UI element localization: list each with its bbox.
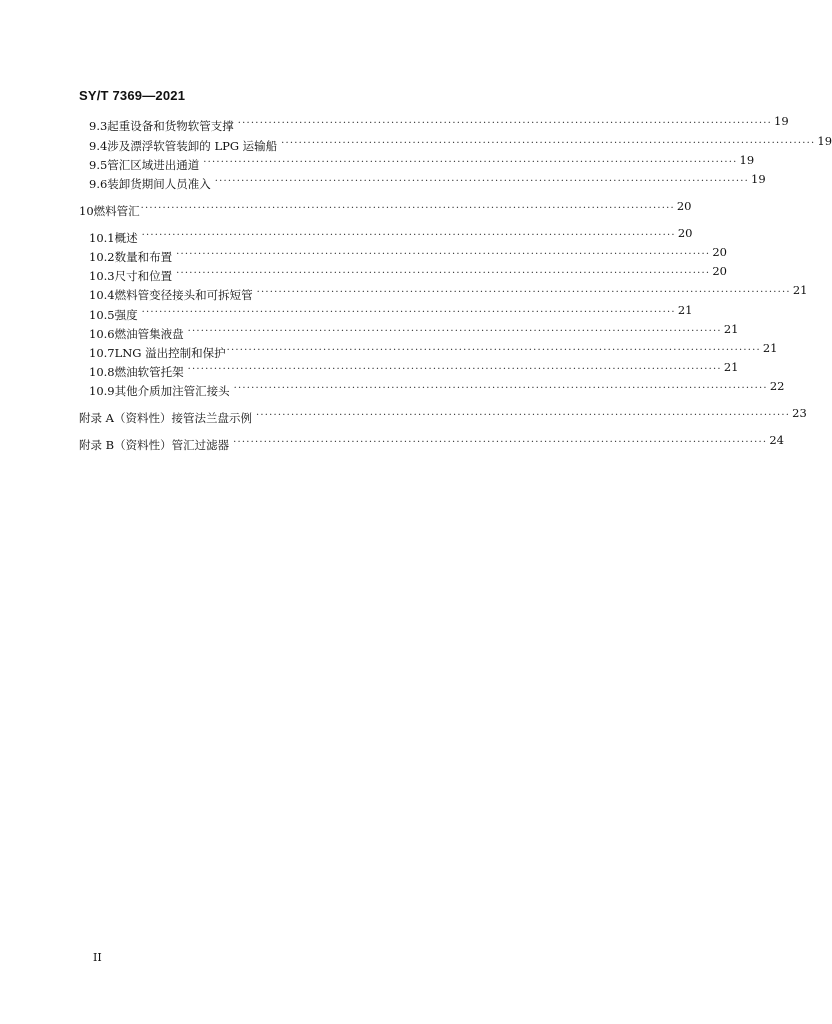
standard-code-header: SY/T 7369—2021 bbox=[79, 88, 186, 103]
toc-leader-dots: ·························································································································· bbox=[233, 437, 768, 448]
toc-entry-10-3[interactable] bbox=[89, 264, 727, 284]
toc-entry-number: 10.1 bbox=[89, 231, 115, 245]
toc-entry-10-1[interactable] bbox=[89, 226, 693, 246]
toc-entry-page: 22 bbox=[769, 379, 785, 393]
toc-entry-10-5[interactable] bbox=[89, 303, 693, 323]
toc-entry-page: 21 bbox=[792, 283, 808, 297]
toc-entry-number: 10.6 bbox=[89, 327, 115, 341]
toc-entry-title: 其他介质加注管汇接头 bbox=[114, 384, 230, 398]
toc-leader-dots: ·························································································································· bbox=[214, 176, 749, 187]
toc-entry-number: 10.3 bbox=[89, 269, 115, 283]
toc-entry-number: 9.5 bbox=[89, 158, 108, 172]
toc-leader-dots: ·························································································································· bbox=[187, 326, 722, 337]
toc-leader-dots: ·························································································································· bbox=[141, 307, 676, 318]
toc-entry-10-7[interactable] bbox=[89, 341, 778, 361]
toc-entry-number: 9.4 bbox=[89, 139, 108, 153]
toc-entry-number: 10 bbox=[79, 204, 94, 218]
toc-entry-chapter-10[interactable] bbox=[79, 199, 692, 219]
toc-entry-page: 23 bbox=[792, 406, 807, 420]
toc-entry-page: 21 bbox=[762, 341, 778, 355]
toc-leader-dots: ·························································································································· bbox=[141, 230, 676, 241]
toc-entry-number: 10.9 bbox=[89, 384, 115, 398]
toc-entry-9-3[interactable] bbox=[89, 114, 789, 134]
toc-entry-number: 附录 A（资料性） bbox=[79, 411, 172, 425]
toc-entry-page: 19 bbox=[774, 114, 789, 128]
toc-entry-title: LNG 溢出控制和保护 bbox=[114, 346, 226, 360]
toc-entry-title: 尺寸和位置 bbox=[114, 269, 173, 283]
toc-entry-10-8[interactable] bbox=[89, 360, 739, 380]
toc-entry-number: 附录 B（资料性） bbox=[79, 438, 172, 452]
toc-entry-title: 起重设备和货物软管支撑 bbox=[107, 119, 234, 133]
toc-entry-number: 10.5 bbox=[89, 308, 115, 322]
toc-leader-dots: ·························································································································· bbox=[140, 203, 675, 214]
toc-entry-10-6[interactable] bbox=[89, 322, 739, 342]
toc-entry-title: 数量和布置 bbox=[114, 250, 173, 264]
toc-leader-dots: ·························································································································· bbox=[256, 287, 791, 298]
toc-entry-title: 燃料管变径接头和可拆短管 bbox=[114, 288, 253, 302]
toc-entry-title: 燃油管集液盘 bbox=[114, 327, 184, 341]
toc-leader-dots: ·························································································································· bbox=[255, 410, 791, 421]
toc-entry-page: 21 bbox=[677, 303, 693, 317]
toc-entry-number: 10.8 bbox=[89, 365, 115, 379]
toc-entry-number: 9.6 bbox=[89, 177, 108, 191]
toc-entry-page: 24 bbox=[769, 433, 784, 447]
toc-leader-dots: ·························································································································· bbox=[176, 249, 711, 260]
toc-entry-appendix-a[interactable] bbox=[79, 406, 807, 426]
toc-entry-title: 管汇区域进出通道 bbox=[107, 158, 200, 172]
toc-entry-title: 概述 bbox=[114, 231, 138, 245]
toc-entry-title: 管汇过滤器 bbox=[171, 438, 230, 452]
toc-entry-10-2[interactable] bbox=[89, 245, 727, 265]
toc-leader-dots: ·························································································································· bbox=[281, 138, 816, 149]
toc-entry-page: 19 bbox=[739, 153, 755, 167]
toc-entry-page: 20 bbox=[676, 199, 692, 213]
toc-entry-10-9[interactable] bbox=[89, 379, 785, 399]
toc-entry-page: 20 bbox=[712, 264, 727, 278]
toc-leader-dots: ·························································································································· bbox=[233, 383, 768, 394]
toc-entry-page: 21 bbox=[723, 322, 739, 336]
toc-leader-dots: ·························································································································· bbox=[226, 345, 761, 356]
toc-entry-page: 19 bbox=[751, 172, 766, 186]
toc-entry-9-6[interactable] bbox=[89, 172, 766, 192]
toc-entry-title: 涉及漂浮软管装卸的 LPG 运输船 bbox=[107, 139, 278, 153]
toc-entry-number: 10.2 bbox=[89, 250, 115, 264]
toc-entry-title: 强度 bbox=[114, 308, 138, 322]
toc-entry-10-4[interactable] bbox=[89, 283, 808, 303]
toc-entry-title: 燃料管汇 bbox=[93, 204, 140, 218]
toc-leader-dots: ·························································································································· bbox=[176, 268, 711, 279]
toc-entry-9-4[interactable] bbox=[89, 134, 832, 154]
toc-leader-dots: ·························································································································· bbox=[203, 157, 738, 168]
toc-entry-number: 9.3 bbox=[89, 119, 108, 133]
toc-entry-appendix-b[interactable] bbox=[79, 433, 784, 453]
toc-entry-page: 20 bbox=[712, 245, 727, 259]
toc-entry-title: 装卸货期间人员准入 bbox=[107, 177, 211, 191]
toc-entry-number: 10.4 bbox=[89, 288, 115, 302]
toc-entry-title: 燃油软管托架 bbox=[114, 365, 184, 379]
toc-entry-title: 接管法兰盘示例 bbox=[171, 411, 252, 425]
toc-leader-dots: ·························································································································· bbox=[237, 118, 772, 129]
toc-entry-9-5[interactable] bbox=[89, 153, 755, 173]
toc-entry-page: 21 bbox=[723, 360, 739, 374]
page-number: II bbox=[93, 951, 102, 964]
toc-entry-number: 10.7 bbox=[89, 346, 115, 360]
toc-entry-page: 20 bbox=[677, 226, 693, 240]
toc-entry-page: 19 bbox=[817, 134, 832, 148]
toc-leader-dots: ·························································································································· bbox=[187, 364, 722, 375]
